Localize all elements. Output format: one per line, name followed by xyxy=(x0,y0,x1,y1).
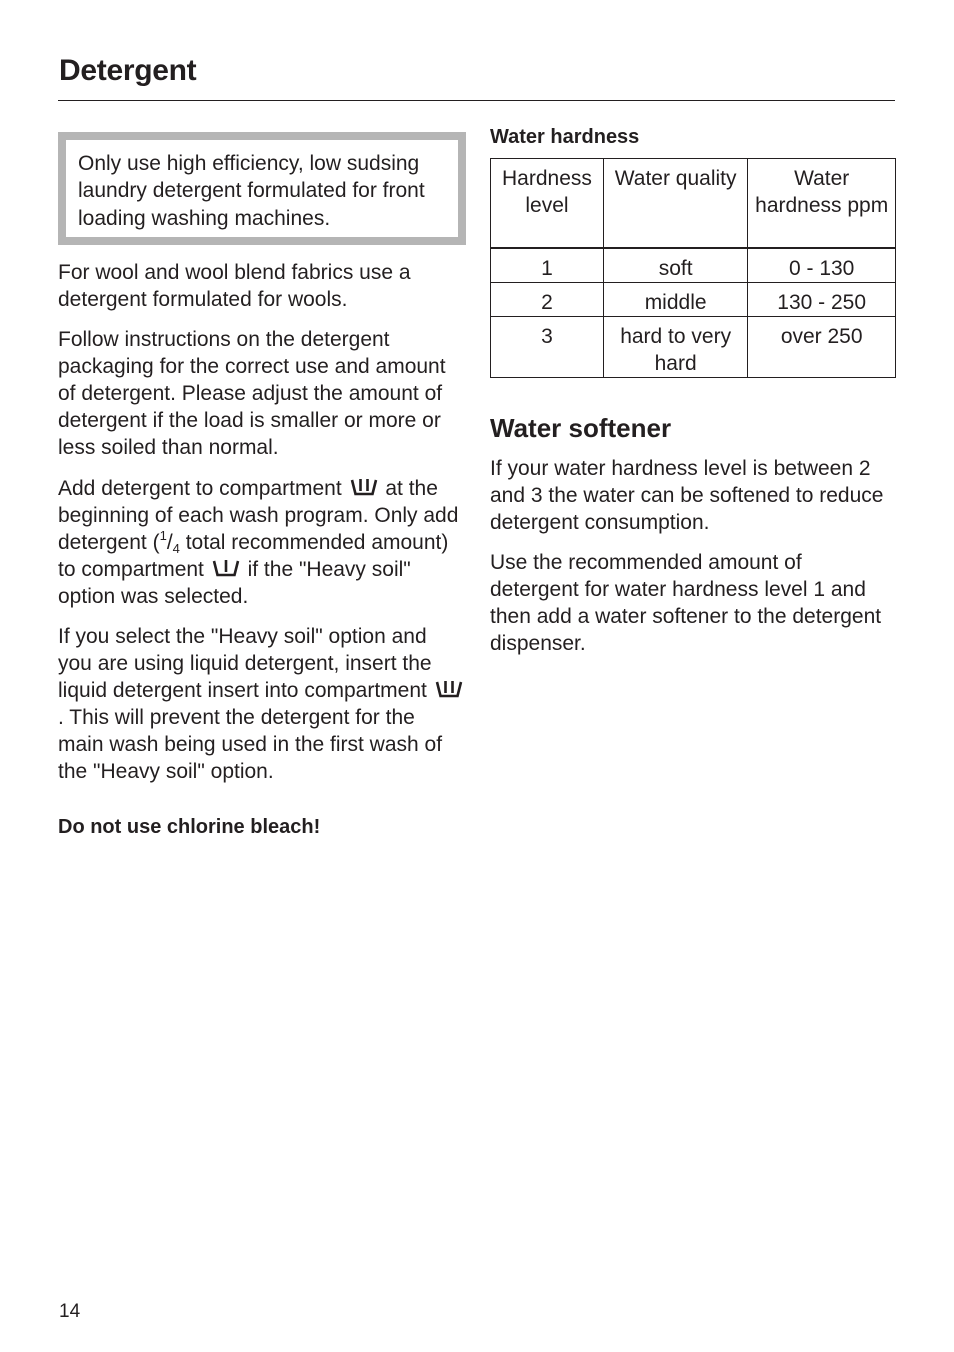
fraction-numerator: 1 xyxy=(159,527,167,543)
table-row xyxy=(491,316,896,377)
table-cell: over 250 xyxy=(748,316,896,377)
water-softener-heading: Water softener xyxy=(490,412,672,443)
page-number: 14 xyxy=(59,1301,81,1322)
table-cell: 2 xyxy=(491,282,604,316)
table-cell: hard to very hard xyxy=(603,316,747,377)
table-cell: soft xyxy=(603,248,747,283)
water-hardness-heading: Water hardness xyxy=(490,126,640,148)
main-wash-compartment-icon xyxy=(350,477,378,497)
table-cell: 3 xyxy=(491,316,604,377)
table-cell: 0 - 130 xyxy=(748,248,896,283)
heavy-soil-text-b: . This will prevent the detergent for the main wash being used in the first wash of the "Heavy soil" option. xyxy=(58,706,443,784)
softener-paragraph-1: If your water hardness level is between 2 and 3 the water can be softened to reduce detergent consumption. xyxy=(490,456,884,534)
compartment-text-b: at the beginning of each wash program. Only add detergent ( xyxy=(58,476,459,554)
right-column xyxy=(490,124,896,670)
fraction-slash: / xyxy=(166,530,173,554)
table-cell: 130 - 250 xyxy=(748,282,896,316)
header-hardness-level: Hardness level xyxy=(491,159,604,248)
note-box xyxy=(58,132,466,245)
compartment-text-c: total recommended amount) to compartment xyxy=(58,530,449,581)
wool-paragraph: For wool and wool blend fabrics use a detergent formulated for wools. xyxy=(58,260,411,311)
table-cell: middle xyxy=(603,282,747,316)
water-hardness-table xyxy=(490,158,896,378)
heavy-soil-paragraph xyxy=(58,623,466,786)
table-header-row xyxy=(491,159,896,248)
prewash-compartment-icon xyxy=(212,558,240,578)
chlorine-warning: Do not use chlorine bleach! xyxy=(58,815,321,838)
compartment-text-d: if the "Heavy soil" option was selected. xyxy=(58,557,411,608)
title-divider xyxy=(58,100,895,101)
compartment-paragraph xyxy=(58,475,466,610)
softener-paragraph-2: Use the recommended amount of detergent for water hardness level 1 and then add a water softener to the detergent dispenser. xyxy=(490,550,882,656)
heavy-soil-text-a: If you select the "Heavy soil" option and you are using liquid detergent, insert the liquid detergent insert into compartment xyxy=(58,625,432,703)
instructions-paragraph: Follow instructions on the detergent packaging for the correct use and amount of detergent. Please adjust the amount of detergent if the load is smaller or more or less soiled than normal. xyxy=(58,328,446,460)
compartment-text-a: Add detergent to compartment xyxy=(58,476,342,500)
fraction-denominator: 4 xyxy=(172,540,180,556)
note-text: Only use high efficiency, low sudsing laundry detergent formulated for front loading washing machines. xyxy=(78,152,425,230)
table-cell: 1 xyxy=(491,248,604,283)
table-row xyxy=(491,282,896,316)
header-water-quality: Water quality xyxy=(603,159,747,248)
left-column xyxy=(58,132,466,841)
table-row xyxy=(491,248,896,283)
main-wash-compartment-icon xyxy=(435,679,463,699)
header-water-hardness-ppm: Water hardness ppm xyxy=(748,159,896,248)
page-title: Detergent xyxy=(59,54,197,87)
